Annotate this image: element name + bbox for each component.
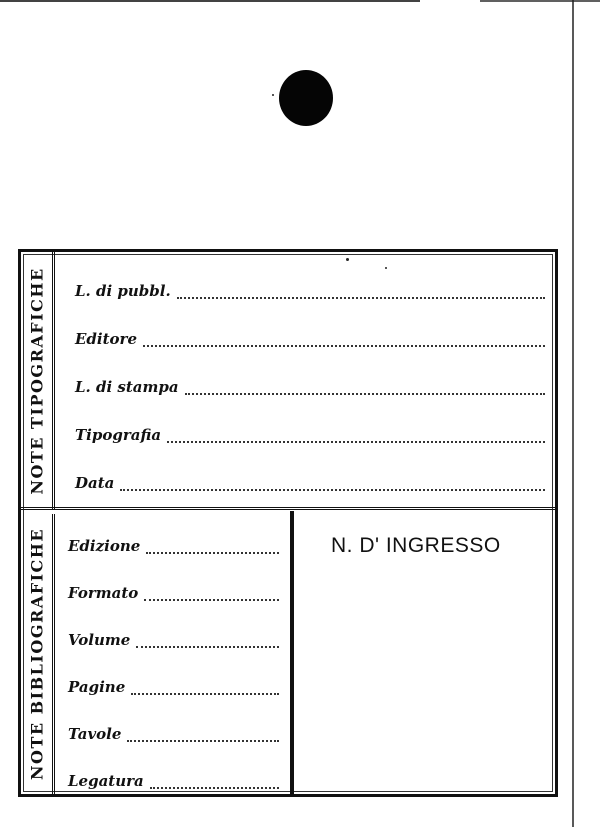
ink-speck (272, 94, 274, 96)
field-tipografia (75, 426, 545, 444)
field-label: Editore (75, 330, 137, 348)
field-luogo-pubblicazione (75, 282, 545, 300)
form-frame (18, 249, 558, 797)
column-divider (290, 511, 294, 797)
field-label: Legatura (68, 772, 144, 790)
field-volume (68, 631, 279, 649)
dotted-leader (127, 739, 279, 742)
field-edizione (68, 537, 279, 555)
dotted-leader (167, 440, 545, 443)
field-label: L. di stampa (75, 378, 179, 396)
dotted-leader (185, 392, 545, 395)
numero-ingresso-label: N. D' INGRESSO (331, 534, 501, 557)
field-tavole (68, 725, 279, 743)
dotted-leader (120, 488, 545, 491)
scan-edge-right (572, 0, 574, 827)
dotted-leader (150, 786, 279, 789)
dotted-leader (177, 296, 545, 299)
dotted-leader (143, 344, 545, 347)
field-label: Data (75, 474, 115, 492)
scan-edge-top (0, 0, 600, 2)
field-luogo-stampa (75, 378, 545, 396)
field-label: Formato (68, 584, 139, 602)
field-label: Tavole (68, 725, 122, 743)
bibliografiche-side-column (21, 514, 55, 794)
field-label: Edizione (68, 537, 141, 555)
field-data (75, 474, 545, 492)
punch-hole (279, 70, 333, 126)
field-pagine (68, 678, 279, 696)
section-divider (21, 507, 555, 510)
dotted-leader (131, 692, 279, 695)
field-label: Volume (68, 631, 131, 649)
dotted-leader (144, 598, 279, 601)
field-legatura (68, 772, 279, 790)
field-label: Tipografia (75, 426, 162, 444)
dotted-leader (136, 645, 279, 648)
tipografiche-section-label: NOTE TIPOGRAFICHE (27, 266, 46, 495)
tipografiche-side-column (21, 252, 55, 509)
bibliografiche-section-label: NOTE BIBLIOGRAFICHE (27, 527, 46, 781)
dotted-leader (146, 551, 279, 554)
field-label: Pagine (68, 678, 126, 696)
field-formato (68, 584, 279, 602)
field-editore (75, 330, 545, 348)
field-label: L. di pubbl. (75, 282, 171, 300)
